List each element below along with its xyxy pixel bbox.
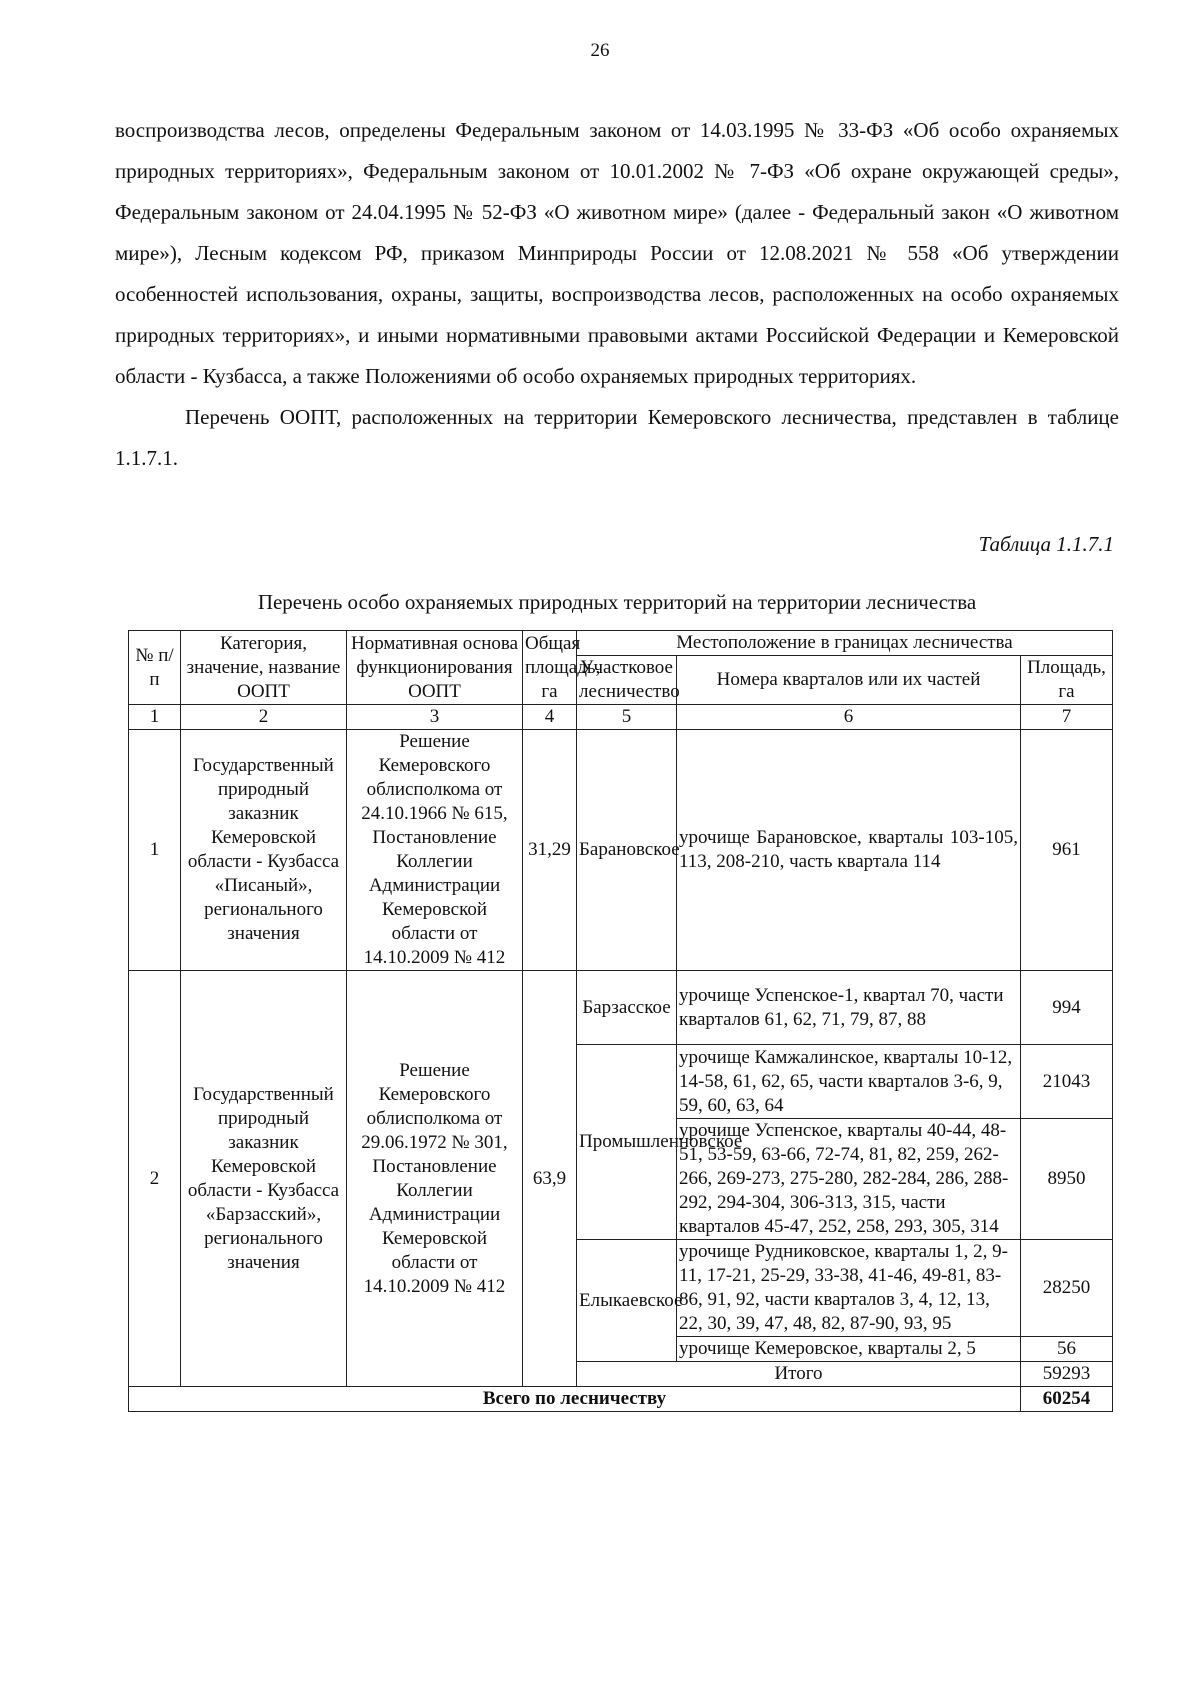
header-category: Категория, значение, название ООПТ [181,631,347,705]
column-number: 5 [577,705,677,730]
row-quarters: урочище Рудниковское, кварталы 1, 2, 9-11, 17-21, 25-29, 33-38, 41-46, 49-81, 83-86, 91, 92, части кварталов 3, 4, 12, 13, 22, 30, 39, 47, 48, 82, 87-90, 93, 95 [677,1240,1021,1337]
row-area: 21043 [1021,1045,1113,1119]
row-quarters: урочище Кемеровское, кварталы 2, 5 [677,1337,1021,1362]
row-district: Барановское [577,730,677,971]
column-number: 1 [129,705,181,730]
row-district: Промышленновское [577,1045,677,1240]
row-total-area: 31,29 [523,730,577,971]
row-area: 961 [1021,730,1113,971]
table-row [129,730,1113,971]
row-category: Государственный природный заказник Кемеровской области - Кузбасса «Писаный», регионального значения [181,730,347,971]
row-area: 994 [1021,971,1113,1045]
row-quarters: урочище Барановское, кварталы 103-105, 113, 208-210, часть квартала 114 [677,730,1021,971]
row-quarters: урочище Успенское-1, квартал 70, части кварталов 61, 62, 71, 79, 87, 88 [677,971,1021,1045]
row-area: 56 [1021,1337,1113,1362]
header-area: Площадь, га [1021,656,1113,705]
column-number: 7 [1021,705,1113,730]
row-basis: Решение Кемеровского облисполкома от 24.10.1966 № 615, Постановление Коллегии Администрации Кемеровской области от 14.10.2009 № 412 [347,730,523,971]
row-quarters: урочище Камжалинское, кварталы 10-12, 14-58, 61, 62, 65, части кварталов 3-6, 9, 59, 60, 63, 64 [677,1045,1021,1119]
column-number: 2 [181,705,347,730]
row-district: Барзасское [577,971,677,1045]
row-area: 8950 [1021,1119,1113,1240]
row-category: Государственный природный заказник Кемеровской области - Кузбасса «Барзасский», регионального значения [181,971,347,1387]
total-value: 60254 [1021,1387,1113,1412]
row-total-area: 63,9 [523,971,577,1387]
header-basis: Нормативная основа функционирования ООПТ [347,631,523,705]
total-row [129,1387,1113,1412]
row-num: 1 [129,730,181,971]
header-num: № п/п [129,631,181,705]
header-total-area: Общая площадь, га [523,631,577,705]
table-number: Таблица 1.1.7.1 [978,532,1114,556]
column-number: 4 [523,705,577,730]
row-area: 28250 [1021,1240,1113,1337]
itogo-value: 59293 [1021,1362,1113,1387]
header-row [129,631,1113,656]
header-location: Местоположение в границах лесничества [577,631,1113,656]
column-number: 3 [347,705,523,730]
itogo-label: Итого [577,1362,1021,1387]
paragraph-2: Перечень ООПТ, расположенных на территории Кемеровского лесничества, представлен в таблице 1.1.7.1. [115,405,1119,470]
paragraph-1: воспроизводства лесов, определены Федеральным законом от 14.03.1995 № 33-ФЗ «Об особо охраняемых природных территориях», Федеральным законом от 10.01.2002 № 7-ФЗ «Об охране окружающей среды», Федеральным законом от 24.04.1995 № 52-ФЗ «О животном мире» (далее - Федеральный закон «О животном мире»), Лесным кодексом РФ, приказом Минприроды России от 12.08.2021 № 558 «Об утверждении особенностей использования, охраны, защиты, воспроизводства лесов, расположенных на особо охраняемых природных территориях», и иными нормативными правовыми актами Российской Федерации и Кемеровской области - Кузбасса, а также Положениями об особо охраняемых природных территориях. [115,118,1119,388]
table-title: Перечень особо охраняемых природных территорий на территории лесничества [257,590,977,614]
row-num: 2 [129,971,181,1387]
row-district: Елыкаевское [577,1240,677,1362]
total-label: Всего по лесничеству [129,1387,1021,1412]
row-basis: Решение Кемеровского облисполкома от 29.06.1972 № 301, Постановление Коллегии Администрации Кемеровской области от 14.10.2009 № 412 [347,971,523,1387]
body-text [115,110,1119,479]
column-number: 6 [677,705,1021,730]
header-quarters: Номера кварталов или их частей [677,656,1021,705]
oopt-table [128,630,1113,1412]
column-number-row [129,705,1113,730]
page-number: 26 [590,40,610,61]
row-quarters: урочище Успенское, кварталы 40-44, 48-51, 53-59, 63-66, 72-74, 81, 82, 259, 262-266, 269-273, 275-280, 282-284, 286, 288-292, 294-304, 306-313, 315, части кварталов 45-47, 252, 258, 293, 305, 314 [677,1119,1021,1240]
table-row [129,971,1113,1045]
header-district: Участковое лесничество [577,656,677,705]
